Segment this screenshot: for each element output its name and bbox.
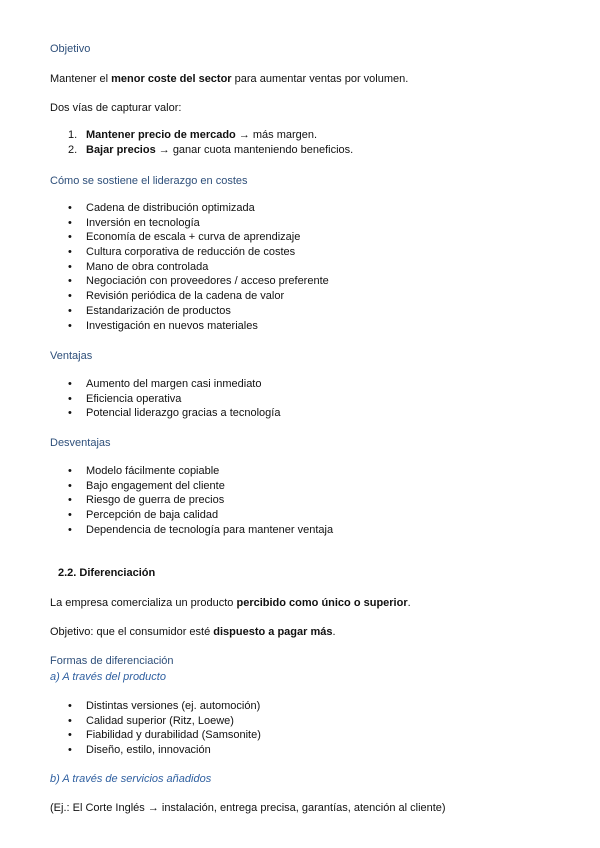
list-item: • Potencial liderazgo gracias a tecnología bbox=[50, 406, 280, 421]
liderazgo-heading: Cómo se sostiene el liderazgo en costes bbox=[50, 175, 248, 187]
list-item: • Estandarización de productos bbox=[50, 304, 329, 319]
liderazgo-list bbox=[50, 201, 329, 333]
p2-post: . bbox=[332, 626, 336, 638]
list-item: • Investigación en nuevos materiales bbox=[50, 319, 329, 334]
list-item: • Dependencia de tecnología para mantener ventaja bbox=[50, 523, 333, 538]
objetivo-statement-pre: Mantener el bbox=[50, 73, 112, 85]
list-item: • Bajo engagement del cliente bbox=[50, 479, 333, 494]
list-item: • Cultura corporativa de reducción de costes bbox=[50, 245, 329, 260]
list-item: • Revisión periódica de la cadena de valor bbox=[50, 289, 329, 304]
formas-heading: Formas de diferenciación bbox=[50, 655, 174, 667]
diferenciacion-paragraph bbox=[50, 596, 411, 610]
section-title-diferenciacion: 2.2. Diferenciación bbox=[58, 567, 156, 579]
list-item: • Aumento del margen casi inmediato bbox=[50, 377, 280, 392]
objetivo-statement bbox=[50, 72, 408, 86]
list-item: • Calidad superior (Ritz, Loewe) bbox=[50, 714, 261, 729]
desventajas-list bbox=[50, 464, 333, 537]
p1-post: . bbox=[407, 597, 411, 609]
p1-pre: La empresa comercializa un producto bbox=[50, 597, 237, 609]
list-item: • Diseño, estilo, innovación bbox=[50, 743, 261, 758]
list-item: • Mano de obra controlada bbox=[50, 260, 329, 275]
list-item: • Percepción de baja calidad bbox=[50, 508, 333, 523]
value-capture-item bbox=[50, 143, 353, 158]
p1-bold: percibido como único o superior bbox=[236, 597, 408, 609]
servicios-heading: b) A través de servicios añadidos bbox=[50, 773, 212, 785]
list-item: • Negociación con proveedores / acceso preferente bbox=[50, 274, 329, 289]
item-bold: Mantener precio de mercado bbox=[86, 129, 236, 141]
ventajas-heading: Ventajas bbox=[50, 350, 93, 362]
list-item: • Economía de escala + curva de aprendizaje bbox=[50, 230, 329, 245]
desventajas-heading: Desventajas bbox=[50, 437, 111, 449]
item-rest: → ganar cuota manteniendo beneficios. bbox=[155, 144, 354, 156]
list-item: • Distintas versiones (ej. automoción) bbox=[50, 699, 261, 714]
list-item: • Riesgo de guerra de precios bbox=[50, 493, 333, 508]
objetivo-statement-post: para aumentar ventas por volumen. bbox=[231, 73, 409, 85]
list-item: • Eficiencia operativa bbox=[50, 392, 280, 407]
ventajas-list bbox=[50, 377, 280, 421]
list-item: • Inversión en tecnología bbox=[50, 216, 329, 231]
item-bold: Bajar precios bbox=[86, 144, 156, 156]
producto-list bbox=[50, 699, 261, 758]
value-capture-item bbox=[50, 128, 353, 143]
item-number: 2. bbox=[68, 144, 78, 156]
objetivo-heading: Objetivo bbox=[50, 43, 91, 55]
objetivo-intro: Dos vías de capturar valor: bbox=[50, 102, 182, 114]
diferenciacion-objetivo bbox=[50, 625, 336, 639]
p2-bold: dispuesto a pagar más bbox=[213, 626, 333, 638]
item-number: 1. bbox=[68, 129, 78, 141]
item-rest: → más margen. bbox=[235, 129, 318, 141]
producto-heading: a) A través del producto bbox=[50, 671, 166, 683]
value-capture-list bbox=[50, 128, 353, 158]
list-item: • Fiabilidad y durabilidad (Samsonite) bbox=[50, 728, 261, 743]
servicios-text: (Ej.: El Corte Inglés → instalación, entrega precisa, garantías, atención al cliente) bbox=[50, 802, 446, 814]
list-item: • Modelo fácilmente copiable bbox=[50, 464, 333, 479]
objetivo-statement-bold: menor coste del sector bbox=[111, 73, 232, 85]
p2-pre: Objetivo: que el consumidor esté bbox=[50, 626, 214, 638]
list-item: • Cadena de distribución optimizada bbox=[50, 201, 329, 216]
